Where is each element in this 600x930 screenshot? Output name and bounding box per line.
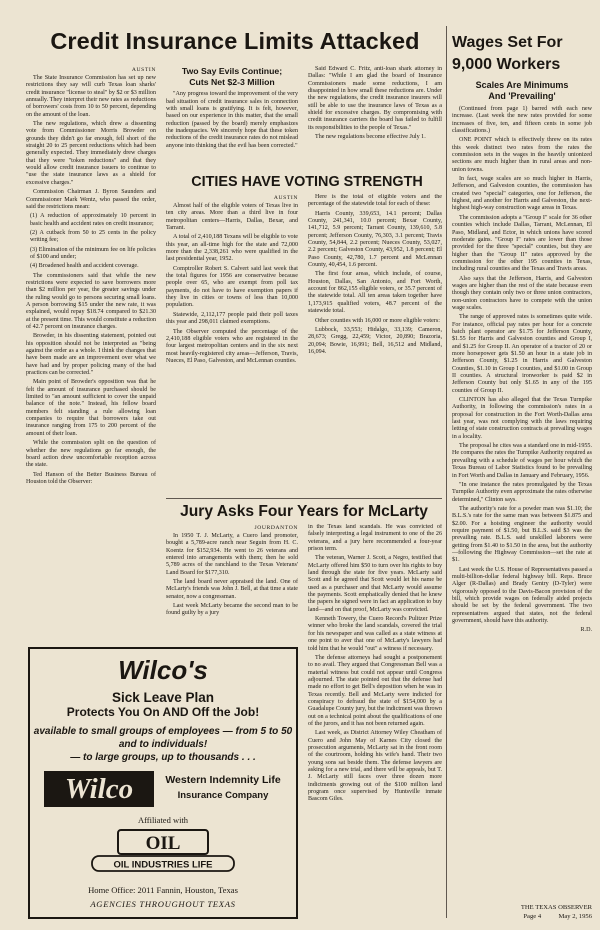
ad-avail-line2: and to individuals! [118,739,208,750]
article4-p10: The authority's rate for a powder man was $1.10; the B.L.S.'s rate for the same man was between $1.875 and $2.00. For a hoisting engineer the authority would require payment of $1.50, but B.L.S. said $3 was the prevailing rate. B.L.S. said unskilled laborers were getting from $1.40 to $1.50 in the area, but the authority—following the Highway Commission—set the rate at $1. [452,505,592,564]
oil-logo-text: OIL [145,833,181,854]
article1-subhead [166,66,298,87]
ad-company [160,773,286,803]
ad-company-name: Western Indemnity Life [165,774,281,786]
article4-p1: (Continued from page 1) barred with each new increase. (Last week the new rates provided for some increases of five, ten, and fifteen cents in some job classifications.) [452,106,592,135]
article3-p2: The land board never appraised the land. One of McLarty's friends was John J. Bell, at that time a state senator, now a congressman. [166,579,298,600]
article3-p1: In 1950 T. J. McLarty, a Cuero land promoter, bought a 5,789-acre ranch near Seguin from H. C. Koentz for $152,934. He went to 26 veterans and entered into arrangements with them; then he sold 5,789 acres of the ranchland to the Texas Veterans' Land Board for $177,310. [166,533,298,576]
ad-avail-line1: available to small groups of employees — from 5 to 50 [33,726,293,737]
article2-p2: A total of 2,410,188 Texans will be eligible to vote this year, an all-time high for the state and 72,000 more than the 2,338,261 who were qualified in the last presidential year, 1952. [166,234,298,263]
article1-p1: The State Insurance Commission has set up new restrictions they say will curb Texas loan sharks' credit insurance "license to steal" by $2 or $3 million annually. They interpret their new rates as reductions of borrowers' costs from 10 to 50 percent, depending on the amount of the loan. [26,75,156,118]
article1-item2: (2) A cutback from 50 to 25 cents in the policy writing fee; [30,229,156,244]
article2-p3: Comptroller Robert S. Calvert said last week that the total figures for 1956 are conservative because people over 65, who are exempt from poll tax payments, do not have to have exemption papers if they live in cities or towns of less than 10,000 population. [166,265,298,309]
article1-p6: Main point of Browder's opposition was that he felt the amount of insurance purchased should be limited to "an amount sufficient to cover the unpaid balance of the note." Instead, his fellow board members felt standing a rule allowing loan companies to require that borrowers take out insurance ranging from 175 to 200 percent of the amount of their loan. [26,379,156,437]
article2-col1 [166,194,298,496]
article1-col3 [308,66,442,172]
article3-col2-p5: Last week, as District Attorney Wiley Cheatham of Cuero and John May of Karnes City closed the prosecution arguments, McLarty sat in the front room of the courtroom, holding his wife's hand. Their two young sons sat beside them. The defense lawyers are asking for a new trial, and there will be appeals, but T. J. McLarty still faces over three dozen more indictments growing out of the $100 million land program once supervised by Huntsville inmate Bascom Giles. [308,730,442,803]
article4-p7: CLINTON has also alleged that the Texas Turnpike Authority, in following the commission's rates in a proposal for construction in the Fort Worth-Dallas area last year, was not complying with the laws requiring letting of state construction contracts at prevailing wages in a locality. [452,397,592,440]
article3-col2 [308,524,442,916]
ad-sub-plan: Sick Leave Plan [111,690,215,705]
article2-p5: The Observer computed the percentage of the 2,410,188 eligible voters who are registered in the four largest metropolitan centers and in the six next most heavily-registered city areas—Jefferson, Travis, Nueces, El Paso, Galveston, and McLennan counties. [166,328,298,364]
article1-item1: (1) A reduction of approximately 10 percent in basic health and accident rates on credit insurance; [30,213,156,227]
ad-availability [30,725,296,764]
ad-home-office: Home Office: 2011 Fannin, Houston, Texas [88,885,238,895]
article2-col3-p4: Other counties with 16,000 or more eligible voters: [315,317,440,324]
article4-signature: R.D. [580,627,592,634]
article3-col1 [166,524,298,640]
article4-subhead [452,80,592,102]
article2-col3-p3: The first four areas, which include, of course, Houston, Dallas, San Antonio, and Fort Worth, account for 862,155 eligible voters, or 35.7 percent of the statewide total. All ten areas taken together have 1,173,915 qualified voters, 48.7 percent of the statewide total. [308,271,442,315]
article3-headline: Jury Asks Four Years for McLarty [180,503,428,520]
article1-dateline: AUSTIN [131,67,156,73]
ad-title: Wilco's [118,655,208,685]
oil-industries-text: OIL INDUSTRIES LIFE [113,859,213,871]
article4-p11: Last week the U.S. House of Representatives passed a multi-billion-dollar federal highway bill. Reps. Bruce Alger (R-Dallas) and Brady Gentry (D-Tyler) were vigorously opposed to the Davis-Bacon provision of the bill, which provide wages on federally aided projects should be set by the federal government. The two representatives argued that states, not the federal government, should have this authority. [452,566,592,625]
article3-col2-p1: in the Texas land scandals. He was convicted of falsely interpreting a legal instrument to one of the 26 veterans, and a jury here recommended a four-year prison term. [308,524,442,553]
article3-col2-p3: Kenneth Towery, the Cuero Record's Pulitzer Prize winner who broke the land scandals, covered the trial for his newspaper and was called as a state witness at one point to aver that one of McLarty's lawyers had told him that he would "out" a witness if necessary. [308,616,442,652]
ad-company-type: Insurance Company [177,790,269,801]
article2-col3-p5: Lubbock, 33,553; Hidalgo, 33,139; Cameron, 28,673; Gregg, 22,459; Victor, 20,890; Brazoria, 20,094; Bowie, 16,991; Bell, 16,512 and Midland, 16,094. [308,326,442,355]
article2-p1: Almost half of the eligible voters of Texas live in ten city areas. More than a third live in four metropolitan centers—Harris, Dallas, Bexar, and Tarrant. [166,203,298,232]
ad-protects: Protects You On AND Off the Job! [66,705,260,719]
wilco-advertisement [28,647,298,919]
article4-headline-line2: 9,000 Workers [452,56,561,73]
article3-dateline: JOURDANTON [254,525,298,531]
article4-p3: In fact, wage scales are so much higher in Harris, Jefferson, and Galveston counties, the commission has created two "special" categories, one for Jefferson, the highest, and another for Harris and Galveston, the next-highest high-way construction wage areas in Texas. [452,176,592,212]
article2-headline: CITIES HAVE VOTING STRENGTH [191,174,423,190]
page-footer [512,904,592,921]
article4-headline-line1: Wages Set For [452,34,563,51]
article4-body [452,80,592,902]
article1-col3-p2: The new regulations become effective July 1. [315,134,426,141]
article1-p8: Ted Hanson of the Better Business Bureau of Houston told the Observer: [26,471,156,485]
article1-p7: While the commission split on the question of whether the new regulations go far enough, the board action drew uncomfortable reception across the state. [26,440,156,469]
article1-p2: The new regulations, which drew a dissenting vote from Commissioner Morris Browder on grounds they didn't go far enough, fell short of the straight 20 to 25 percent reductions which had been generally expected. They immediately drew charges that they were "token reductions" and that they would allow credit insurance issuers to continue to "use the state insurance laws as a shield for excessive charges." [26,121,156,186]
wilco-logo: Wilco [44,771,154,807]
article1-item3: (3) Elimination of the minimum fee on life policies of $100 and under; [30,246,156,260]
article1-item4: (4) Broadened health and accident coverage. [30,263,139,270]
article1-p3: Commission Chairman J. Byron Saunders and Commissioner Mark Wentz, who passed the order, said the restrictions mean: [26,189,156,210]
article4-p9: "In one instance the rates promulgated by the Texas Turnpike Authority even approximate the rates otherwise determined," Clinton says. [452,481,592,503]
article3-p3: Last week McLarty became the second man to be found guilty by a jury [166,603,298,617]
article3-col2-p2: The veteran, Warner J. Scott, a Negro, testified that McLarty offered him $50 to turn over his rights to buy land through the state for five years. McLarty said Scott and he agreed that Scott would let his name be used as a purchaser and that McLarty would assume the payments. Scott emphatically denied that he knew the papers he signed were in fact an application to buy land—and on that proof, McLarty was convicted. [308,555,442,613]
article4-p2: ONE POINT which is effectively threw on its rates this week distinct two rates from the rates the commission sets in the wages in the heavily unionized sections are much higher than in rural areas and non-union towns. [452,137,592,173]
article1-col2 [166,66,298,172]
ad-agencies: AGENCIES THROUGHOUT TEXAS [90,899,236,909]
article2-col3-p1: Here is the total of eligible voters and the percentage of the statewide total for each of these: [308,194,442,208]
article1-subhead-line2: Cuts Net $2-3 Million [189,76,275,87]
article1-headline: Credit Insurance Limits Attacked [50,28,420,54]
article2-col2 [308,194,442,496]
article4-subhead-line1: Scales Are Minimums [475,80,569,90]
article4-p6: The range of approved rates is sometimes quite wide. For instance, official pay rates per hour for a concrete batch plant operator are $1.75 for Jefferson County, $1.55 for Harris and Galveston counties and Group I, and $1.25 for Group II. An operator of a tractor of 20 or more horsepower gets $1.50 an hour in a state job in Jefferson County, $1.25 in Harris and Galveston Counties, $1.10 in Group I counties, and $1.00 in Group II counties. A structural ironworker is paid $2 in Jefferson County but only $1.65 in any of the 195 counties of Group II. [452,314,592,394]
section-rule [166,498,442,499]
article2-dateline: AUSTIN [273,195,298,201]
article4-subhead-line2: And 'Prevailing' [488,91,556,101]
article3-col2-p4: The defense attorneys had sought a postponement to no avail. They argued that Congressman Bell was a material witness but could not appear until Congress adjourned. The state pointed out that the defense had made no effort to get Bell's deposition when he was in Texas recently. Bell and McLarty were indicted for conspiracy to defraud the state of $154,000 by a Guadalupe County jury, but the indictment was thrown out on a technical point about the qualifications of one of the jurors, and it has not been returned again. [308,654,442,727]
oil-industries-logo [88,829,238,875]
ad-affiliated: Affiliated with [137,815,189,825]
footer-date: May 2, 1956 [558,912,592,920]
article4-p5: Also says that the Jefferson, Harris, and Galveston wages are higher than the rest of the state because even though they contain only two or three union contractors, non-union contractors have to compete with the union wage scales. [452,275,592,311]
article1-subhead-line1: Two Say Evils Continue; [181,66,283,76]
article1-col3-p1: Said Edward C. Fritz, anti-loan shark attorney in Dallas: "While I am glad the board of Insurance Commissioners made some reductions, I am disappointed in how small these reductions are. Under the new regulations, the credit insurance insurers will still be able to use the insurance laws of Texas as a shield for excessive charges. By compromising with credit insurance carriers the board has failed to fulfill its responsibilities to the people of Texas." [308,66,442,131]
article1-col1 [26,66,156,638]
article4-p4: The commission adopts a "Group I" scale for 36 other counties which include Dallas, Tarrant, McLennan, El Paso, Midland, and Ector, in which unions have scored moderate gains. "Group I" rates are lower than those provided for the three "special" counties, but they are higher than the "Group II" rates approved by the commission for the other 195 counties in Texas, including rural counties and the Texas and Travis areas. [452,214,592,273]
column-rule [446,26,447,918]
article4-p8: The proposal he cites was a standard one in mid-1955. He compares the rates the Turnpike Authority required as prevailing with a schedule of wages per hour which the Texas Bureau of Labor Statistics found to be prevailing in Fort Worth and Dallas in January and February, 1956. [452,443,592,479]
article1-p5: Browder, in his dissenting statement, pointed out his opposition should not be interpreted as "being against the order as a whole. I think the changes that have been made are an improvement over what we have had and by proper policing many of the bad practices can be corrected." [26,333,156,377]
footer-paper: THE TEXAS OBSERVER [520,904,592,911]
ad-subtitle [30,690,296,705]
footer-page-date [512,913,592,922]
article1-p4: The commissioners said that while the new restrictions were expected to save borrowers more than $2 million per year, the greater savings under the ruling would go to persons securing small loans. A person borrowing $15 under the new rate, it was explained, would repay $18.74 compared to $21.30 at the present time. This would constitute a reduction of 42.7 percent on insurance charges. [26,272,156,330]
article1-col2-p1: "Any progress toward the improvement of the very bad situation of credit insurance sales in connection with small loans is gratifying. It is felt, however, based on our experience in this matter, that the small reduction (passed by the board) merely emphasizes the inadequacies. We sincerely hope that these token reductions of the credit insurance rates do not mislead anyone into thinking that the evil has been corrected." [166,91,298,149]
article2-col3-p2: Harris County, 339,653, 14.1 percent; Dallas County, 241,341, 10.0 percent; Bexar County, 141,712, 5.9 percent; Tarrant County, 139,610, 5.8 percent; Jefferson County, 76,303, 3.1 percent; Travis County, 54,844, 2.2 percent; Nueces County, 53,027, 2.2 percent; Galveston County, 43,952, 1.8 percent; El Paso County, 42,780, 1.7 percent and McLennan County, 40,454, 1.6 percent. [308,210,442,269]
article2-p4: Statewide, 2,112,177 people paid their poll taxes this year and 298,011 claimed exemptions. [166,311,298,326]
footer-page: Page 4 [523,912,542,920]
ad-avail-line3: — to large groups, up to thousands . . . [70,752,256,763]
